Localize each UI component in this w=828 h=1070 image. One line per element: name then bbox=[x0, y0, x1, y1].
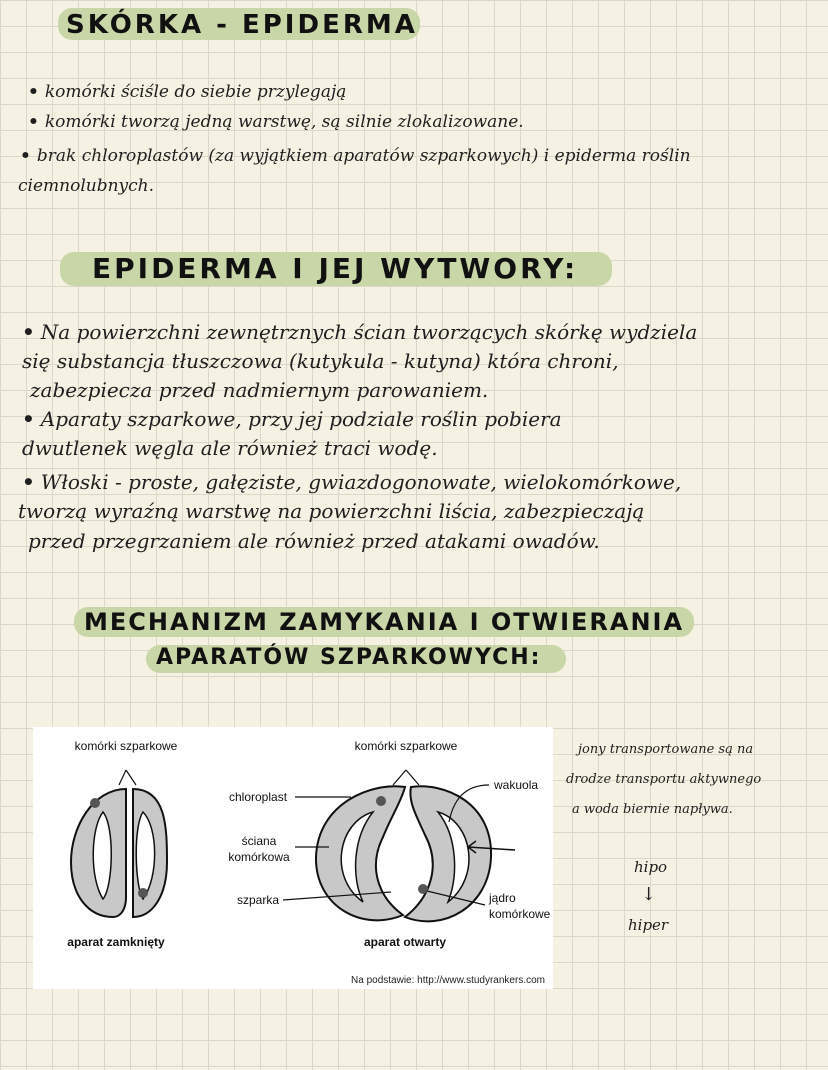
para-line-2: się substancja tłuszczowa (kutykula - kutyna) która chroni, bbox=[22, 349, 619, 373]
para-line-7: tworzą wyraźną warstwę na powierzchni liścia, zabezpieczają bbox=[18, 499, 645, 523]
section-title-epiderma-wytwory: EPIDERMA I JEJ WYTWORY: bbox=[92, 252, 579, 285]
para-line-8: przed przegrzaniem ale również przed atakami owadów. bbox=[28, 529, 600, 553]
para-line-4: • Aparaty szparkowe, przy jej podziale roślin pobiera bbox=[22, 407, 562, 431]
label-chloroplast: chloroplast bbox=[229, 790, 288, 804]
bullet-1-text: komórki ściśle do siebie przylegają bbox=[44, 82, 347, 102]
bullet-3: • brak chloroplastów (za wyjątkiem aparatów szparkowych) i epiderma roślin bbox=[20, 146, 691, 166]
pointer-arrow bbox=[460, 835, 520, 865]
side-note-hipo: hipo bbox=[634, 858, 668, 876]
bullet-1: • komórki ściśle do siebie przylegają bbox=[28, 82, 347, 102]
label-wall-2: komórkowa bbox=[228, 850, 290, 864]
side-note-hiper: hiper bbox=[628, 916, 669, 934]
leader-line bbox=[126, 770, 136, 785]
caption-closed: aparat zamknięty bbox=[67, 935, 165, 949]
para-line-6-text: Włoski - proste, gałęziste, gwiazdogonowate, wielokomórkowe, bbox=[40, 470, 682, 494]
nucleus-right-open bbox=[418, 884, 428, 894]
label-nucleus-2: komórkowe bbox=[489, 907, 551, 921]
leader-line bbox=[119, 770, 126, 785]
section-title-skorka: SKÓRKA - EPIDERMA bbox=[66, 10, 418, 40]
section-subtitle-aparatow: APARATÓW SZPARKOWYCH: bbox=[156, 645, 542, 670]
nucleus-right-closed bbox=[138, 888, 148, 898]
bullet-3-text: brak chloroplastów (za wyjątkiem aparatów szparkowych) i epiderma roślin bbox=[36, 146, 691, 166]
label-wall-1: ściana bbox=[241, 834, 277, 848]
nucleus-left-closed bbox=[90, 798, 100, 808]
para-line-5: dwutlenek węgla ale również traci wodę. bbox=[22, 436, 438, 460]
caption-open: aparat otwarty bbox=[363, 935, 447, 949]
para-line-4-text: Aparaty szparkowe, przy jej podziale roślin pobiera bbox=[40, 407, 562, 431]
label-stoma: szparka bbox=[237, 893, 280, 907]
para-line-3: zabezpiecza przed nadmiernym parowaniem. bbox=[30, 378, 489, 402]
side-note-2: drodze transportu aktywnego bbox=[566, 772, 762, 787]
para-line-1: • Na powierzchni zewnętrznych ścian tworzących skórkę wydziela bbox=[22, 320, 698, 344]
leader-line bbox=[406, 770, 419, 785]
figure-source: Na podstawie: http://www.studyrankers.com bbox=[351, 975, 545, 986]
bullet-2: • komórki tworzą jedną warstwę, są silnie zlokalizowane. bbox=[28, 112, 524, 132]
nucleus-left-open bbox=[376, 796, 386, 806]
bullet-2-text: komórki tworzą jedną warstwę, są silnie zlokalizowane. bbox=[44, 112, 524, 132]
leader-line bbox=[393, 770, 406, 785]
section-title-mechanizm: MECHANIZM ZAMYKANIA I OTWIERANIA bbox=[84, 608, 685, 636]
label-cells-left: komórki szparkowe bbox=[74, 739, 178, 753]
side-note-1: jony transportowane są na bbox=[578, 742, 754, 757]
label-vacuole: wakuola bbox=[494, 778, 539, 792]
para-line-6: • Włoski - proste, gałęziste, gwiazdogonowate, wielokomórkowe, bbox=[22, 470, 682, 494]
closed-stoma bbox=[71, 770, 167, 917]
side-note-3: a woda biernie napływa. bbox=[572, 802, 733, 817]
label-nucleus-1: jądro bbox=[489, 891, 516, 905]
para-line-1-text: Na powierzchni zewnętrznych ścian tworzących skórkę wydziela bbox=[40, 320, 698, 344]
bullet-3-continued: ciemnolubnych. bbox=[18, 176, 155, 196]
side-note-arrow: ↓ bbox=[641, 884, 657, 905]
label-cells-right: komórki szparkowe bbox=[354, 739, 458, 753]
